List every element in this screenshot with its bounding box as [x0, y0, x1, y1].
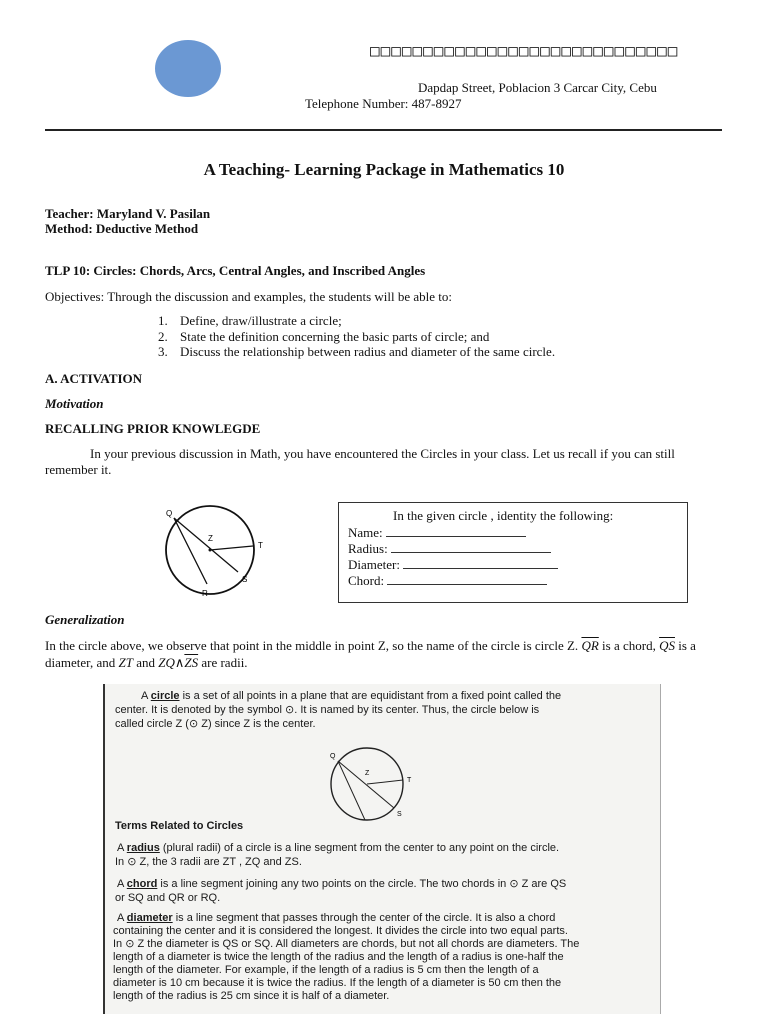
document-title: A Teaching- Learning Package in Mathematics 10 [203, 160, 565, 179]
school-logo [155, 40, 221, 97]
header-divider [45, 129, 722, 131]
circle-diagram [140, 500, 280, 605]
circle-definition-line: A circle is a set of all points in a plane that are equidistant from a fixed point called the [141, 690, 562, 702]
diameter-definition-line: length of a diameter is twice the length of the radius and the length of a radius is one-half the [113, 951, 564, 963]
identify-instruction: In the given circle , identity the following: [393, 508, 614, 523]
name-blank[interactable] [386, 525, 526, 537]
diameter-field: Diameter: [348, 557, 558, 573]
radius-blank[interactable] [391, 541, 551, 553]
generalization-paragraph: In the circle above, we observe that point in the middle in point Z, so the name of the circle is circle Z. $\overline{QR}$ is a chord, $\overline{QS}$ is a diameter, and ZT and $ZQ\wedge\overline{ZS}$ are radii. [45, 638, 696, 670]
diameter-blank[interactable] [403, 557, 558, 569]
diameter-definition-line: A diameter is a line segment that passes through the center of the circle. It is also a chord [117, 912, 556, 924]
label-q: Q [166, 509, 173, 518]
label-z: Z [208, 534, 213, 543]
circle-diagram-scan [317, 744, 429, 824]
recall-heading: RECALLING PRIOR KNOWLEGDE [45, 421, 261, 436]
label-z: Z [365, 770, 370, 777]
objectives-intro: Objectives: Through the discussion and examples, the students will be able to: [45, 289, 453, 304]
circle-definition-line: called circle Z (⊙ Z) since Z is the center. [115, 718, 316, 730]
objective-item: 3. Discuss the relationship between radius and diameter of the same circle. [158, 344, 556, 359]
school-telephone: Telephone Number: 487-8927 [305, 96, 462, 111]
objectives-list [158, 313, 555, 360]
section-a-heading: A. ACTIVATION [45, 371, 143, 386]
radius-field: Radius: [348, 541, 551, 557]
diameter-definition-line: In ⊙ Z the diameter is QS or SQ. All diameters are chords, but not all chords are diameters. The [113, 938, 580, 950]
objective-item: 2. State the definition concerning the basic parts of circle; and [158, 328, 490, 344]
label-t: T [407, 777, 412, 784]
teacher-line: Teacher: Maryland V. Pasilan [45, 206, 211, 221]
generalization-heading: Generalization [45, 612, 125, 627]
chord-definition-line: or SQ and QR or RQ. [115, 892, 221, 904]
objective-item: 1. Define, draw/illustrate a circle; [158, 313, 342, 328]
diameter-definition-line: diameter is 10 cm because it is twice the radius. If the length of a diameter is 50 cm then the [113, 977, 562, 989]
label-s: S [242, 575, 248, 584]
radius-definition-line: In ⊙ Z, the 3 radii are ZT , ZQ and ZS. [115, 856, 302, 868]
school-address: Dapdap Street, Poblacion 3 Carcar City, Cebu [418, 80, 657, 95]
label-t: T [258, 541, 263, 550]
tlp-title: TLP 10: Circles: Chords, Arcs, Central Angles, and Inscribed Angles [45, 263, 426, 278]
chord-field: Chord: [348, 573, 547, 589]
identify-exercise-box [338, 502, 688, 603]
recall-paragraph: In your previous discussion in Math, you have encountered the Circles in your class. Let us recall if you can still remember it. [45, 446, 675, 477]
name-field: Name: [348, 525, 526, 541]
label-q: Q [330, 753, 336, 760]
school-name: □□□□□□□□□□□□□□□□□□□□□□□□□□□□□ [370, 41, 679, 60]
circle-definition-line: center. It is denoted by the symbol ⊙. It is named by its center. Thus, the circle below is [115, 704, 540, 716]
motivation-heading: Motivation [45, 396, 104, 411]
diameter-definition-line: containing the center and it is considered the longest. It divides the circle into two equal parts. [113, 925, 568, 937]
chord-blank[interactable] [387, 573, 547, 585]
scanned-definitions [103, 684, 661, 1014]
label-s: S [397, 811, 402, 818]
diameter-definition-line: length of the diameter. For example, if the length of a radius is 5 cm then the length of a [113, 964, 539, 976]
chord-definition-line: A chord is a line segment joining any two points on the circle. The two chords in ⊙ Z are QS [117, 878, 567, 890]
diameter-definition-line: length of the radius is 25 cm since it is half of a diameter. [113, 990, 390, 1002]
method-line: Method: Deductive Method [45, 221, 199, 236]
label-r: R [202, 589, 208, 598]
terms-heading: Terms Related to Circles [115, 820, 244, 832]
radius-definition-line: A radius (plural radii) of a circle is a line segment from the center to any point on the circle. [117, 842, 560, 854]
